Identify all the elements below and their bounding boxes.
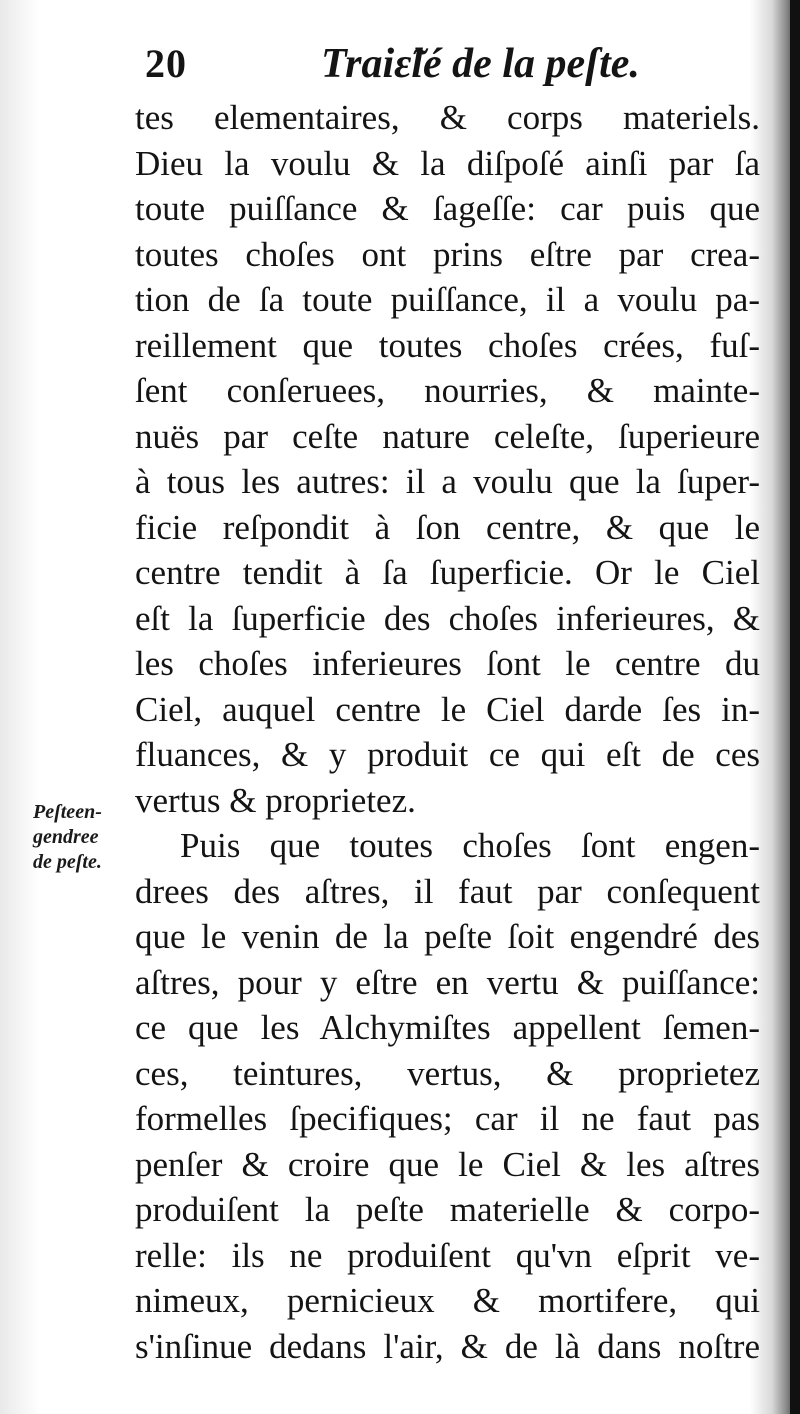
text-line: ſent conſeruees, nourries, & mainte- <box>135 371 760 410</box>
margin-note-line: de peſte. <box>33 851 102 873</box>
text-line: à tous les autres: il a voulu que la ſuper- <box>135 462 760 501</box>
margin-note-line: gendree <box>33 826 99 848</box>
text-line: vertus & proprietez. <box>135 780 416 820</box>
text-line: tes elementaires, & corps materiels. <box>135 98 760 137</box>
text-line: fluances, & y produit ce qui eſt de ces <box>135 735 760 774</box>
text-line: eſt la ſuperficie des choſes inferieures, & <box>135 598 760 638</box>
text-line: produiſent la peſte materielle & corpo- <box>135 1190 760 1229</box>
text-line: relle: ils ne produiſent qu'vn eſprit ve- <box>135 1235 760 1275</box>
text-line: que le venin de la peſte ſoit engendré des <box>135 917 760 956</box>
text-line: toute puiſſance & ſageſſe: car puis que <box>135 189 760 228</box>
text-line: formelles ſpecifiques; car il ne faut pas <box>135 1099 760 1138</box>
text-line: Dieu la voulu & la diſpoſé ainſi par ſa <box>135 143 760 183</box>
text-line: penſer & croire que le Ciel & les aſtres <box>135 1144 760 1184</box>
text-line: drees des aſtres, il faut par conſequent <box>135 871 760 911</box>
margin-note <box>33 800 133 875</box>
text-line: s'inſinue dedans l'air, & de là dans noſtre <box>135 1326 760 1366</box>
text-line: reillement que toutes choſes crées, fuſ- <box>135 325 760 365</box>
text-line: ficie reſpondit à ſon centre, & que le <box>135 507 760 547</box>
margin-note-line: Peſteen- <box>33 801 102 823</box>
text-line: les choſes inferieures ſont le centre du <box>135 644 760 683</box>
text-line: Puis que toutes choſes ſont engen- <box>180 826 760 865</box>
text-line: toutes choſes ont prins eſtre par crea- <box>135 234 760 274</box>
running-title: Traiɛ̃lé de la peſte. <box>321 41 640 87</box>
text-line: aſtres, pour y eſtre en vertu & puiſſance: <box>135 962 760 1002</box>
text-line: nimeux, pernicieux & mortifere, qui <box>135 1281 760 1320</box>
page-edge-shadow <box>790 0 800 1414</box>
text-line: centre tendit à ſa ſuperficie. Or le Ciel <box>135 553 760 592</box>
page-header <box>145 40 755 100</box>
text-line: tion de ſa toute puiſſance, il a voulu pa- <box>135 280 760 319</box>
page-number: 20 <box>145 41 187 86</box>
body-text <box>135 95 760 1369</box>
text-line: ce que les Alchymiſtes appellent ſemen- <box>135 1008 760 1047</box>
text-line: ces, teintures, vertus, & proprietez <box>135 1053 760 1093</box>
text-line: Ciel, auquel centre le Ciel darde ſes in- <box>135 689 760 729</box>
text-line: nuës par ceſte nature celeſte, ſuperieure <box>135 416 760 456</box>
